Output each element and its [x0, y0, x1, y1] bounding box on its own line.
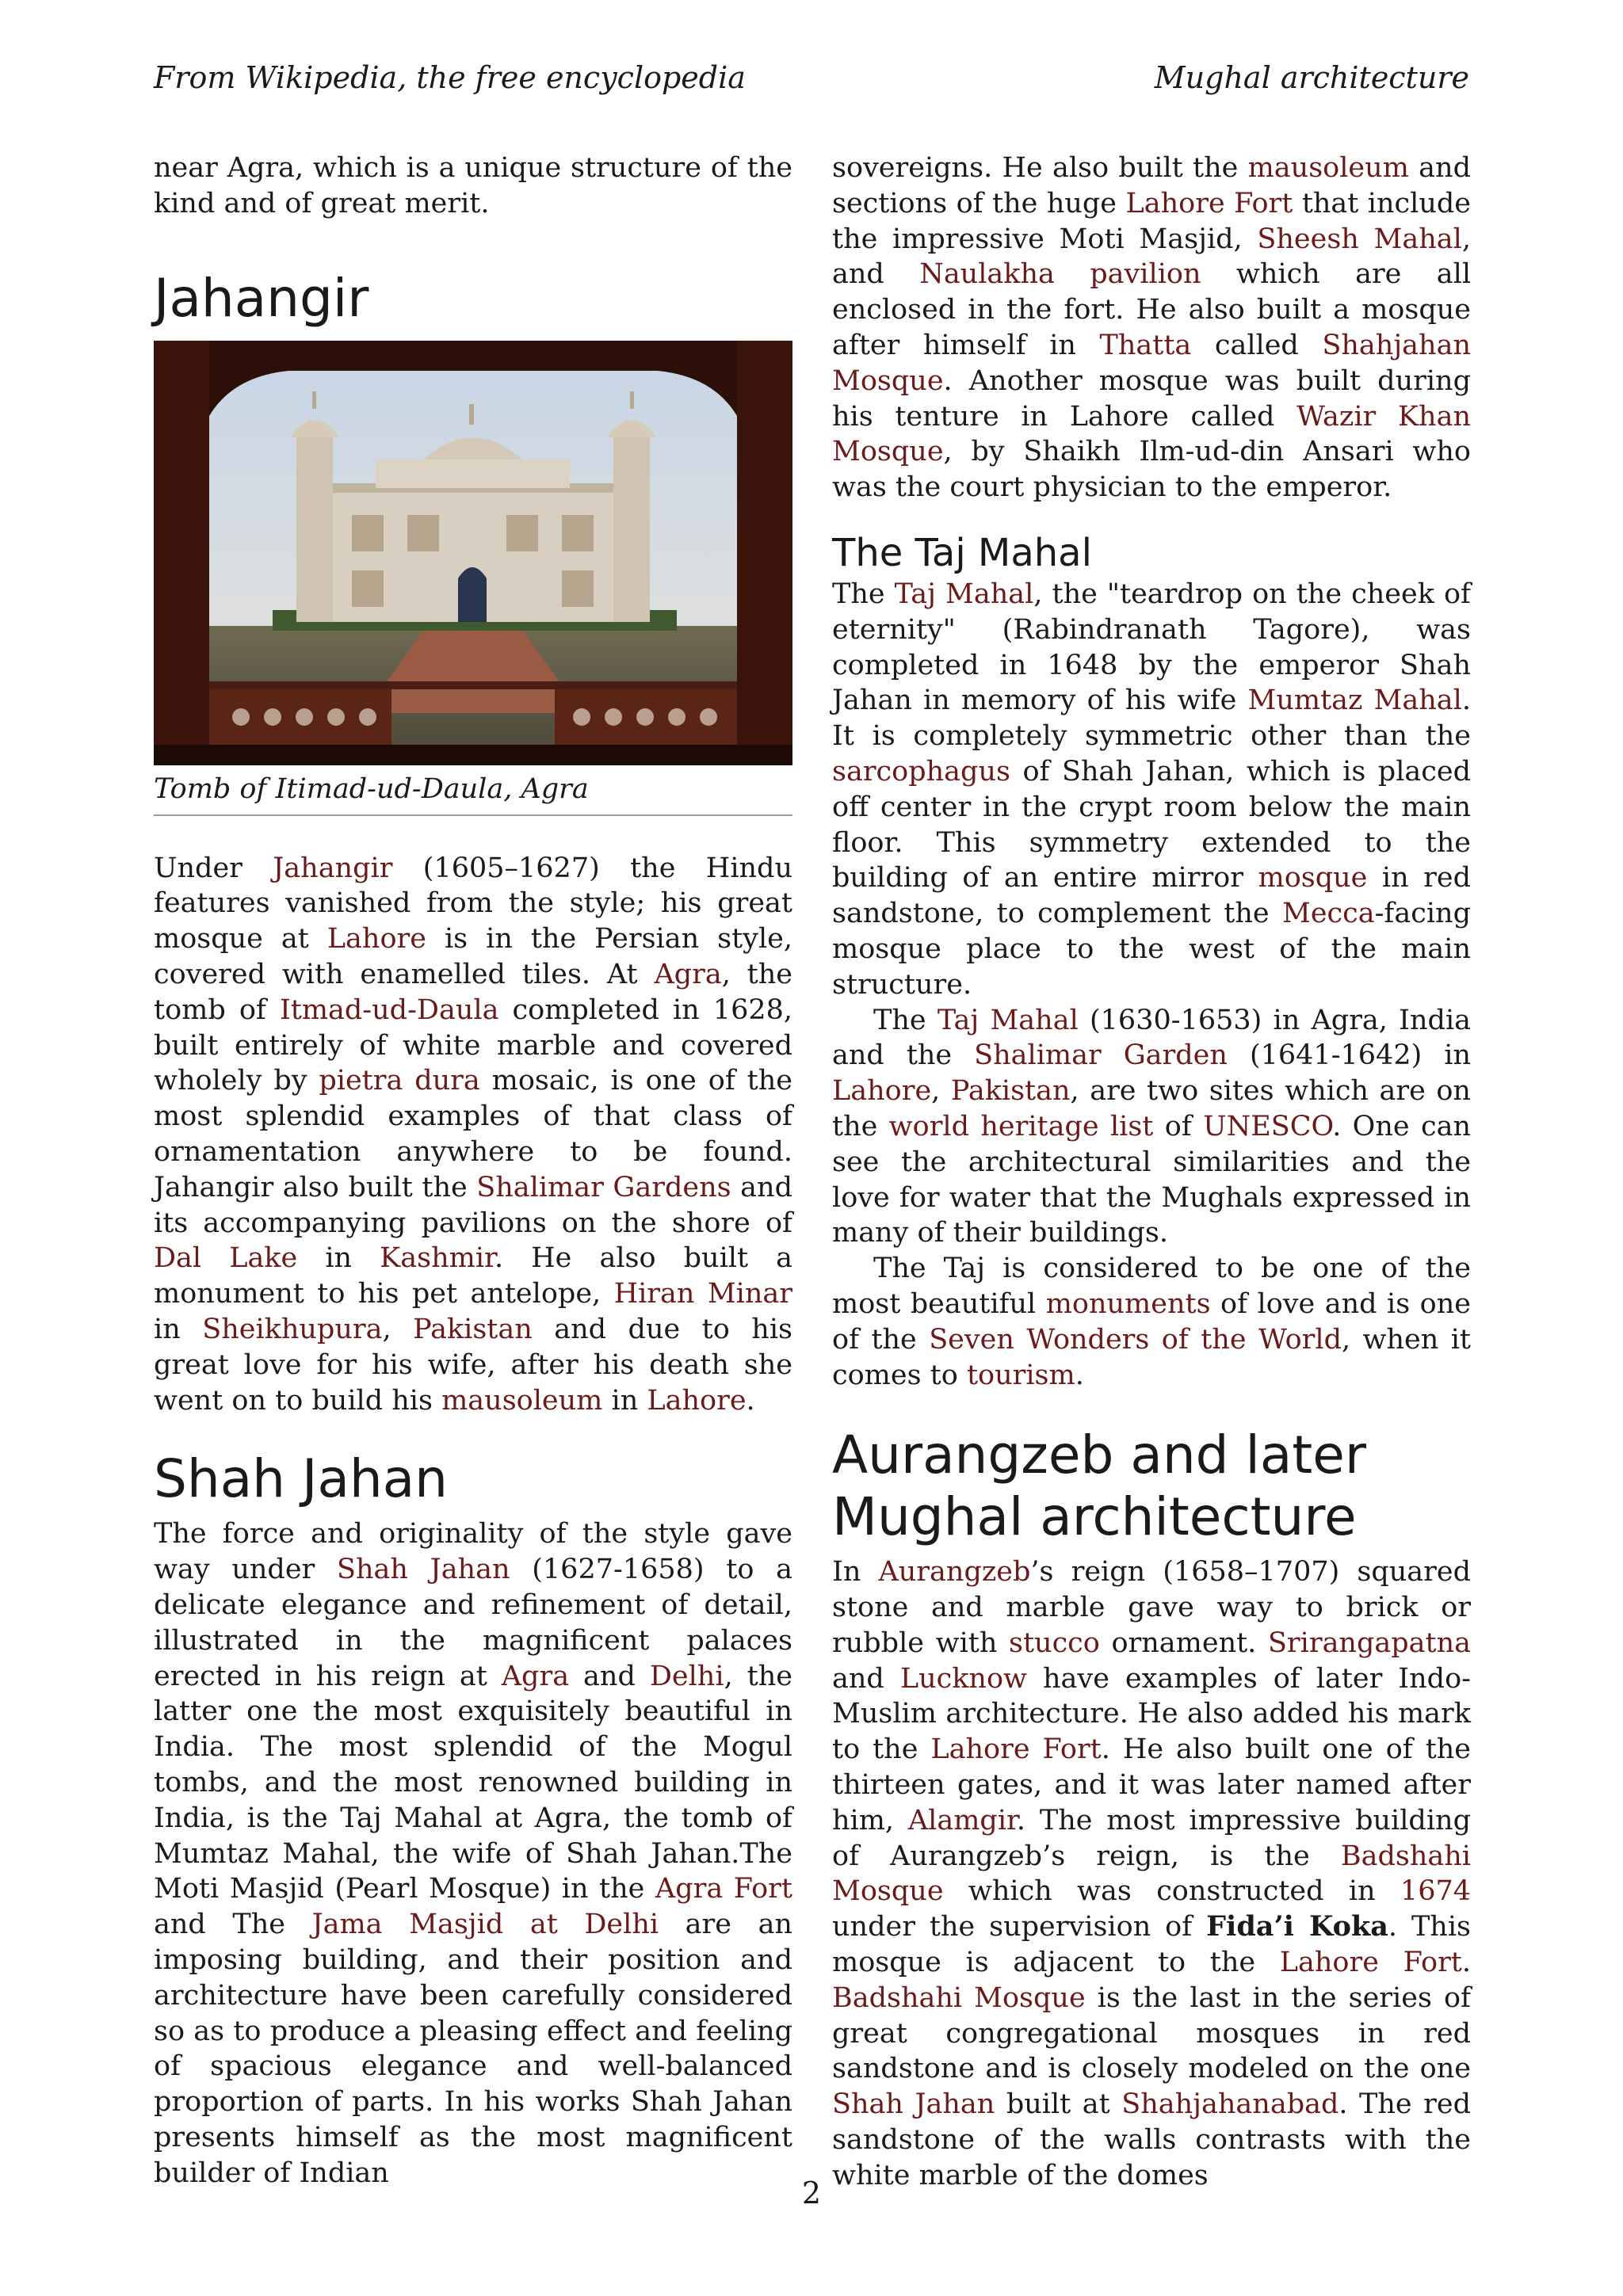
inline-link[interactable]: Delhi [649, 1660, 724, 1692]
heading-aurangzeb: Aurangzeb and later Mughal architecture [832, 1425, 1366, 1548]
inline-link[interactable]: Shah Jahan [832, 2088, 995, 2121]
inline-link[interactable]: Sheikhupura [202, 1313, 383, 1345]
inline-link[interactable]: mausoleum [441, 1384, 603, 1417]
inline-link[interactable]: Itmad-ud-Daula [279, 994, 499, 1026]
inline-link[interactable]: Kashmir [380, 1242, 495, 1275]
intro-paragraph: near Agra, which is a unique structure of the kind and of great merit. [154, 152, 792, 219]
inline-link[interactable]: Badshahi Mosque [832, 1981, 1086, 2014]
inline-link[interactable]: UNESCO [1203, 1110, 1333, 1142]
inline-link[interactable]: pietra dura [319, 1065, 480, 1097]
inline-link[interactable]: Pakistan [413, 1313, 533, 1345]
inline-link[interactable]: Agra [501, 1660, 570, 1692]
shah-jahan-paragraph: The force and originality of the style gave way under Shah Jahan (1627-1658) to a delicate elegance and refinement of detail, illustrated in the magnificent palaces erected in his reign at Agra and Delhi, the latter one the most exquisitely beautiful in India. The most splendid of the Mogul tombs, and the most renowned building in India, is the Taj Mahal at Agra, the tomb of Mumtaz Mahal, the wife of Shah Jahan.The Moti Masjid (Pearl Mosque) in the Agra Fort and The Jama Masjid at Delhi are an imposing building, and their position and architecture have been carefully considered so as to produce a pleasing effect and feeling of spacious elegance and well-balanced proportion of parts. In his works Shah Jahan presents himself as the most magnificent builder of Indian [154, 1518, 792, 2189]
inline-link[interactable]: Shahjahanabad [1121, 2088, 1339, 2121]
header-source: From Wikipedia, the free encyclopedia [154, 60, 746, 95]
inline-link[interactable]: stucco [1009, 1627, 1100, 1659]
inline-link[interactable]: Sheesh Mahal [1257, 223, 1462, 255]
inline-link[interactable]: Seven Wonders of the World [929, 1323, 1342, 1356]
inline-link[interactable]: Jahangir [273, 852, 393, 884]
inline-link[interactable]: Shalimar Gardens [476, 1171, 731, 1203]
inline-link[interactable]: Jama Masjid at Delhi [311, 1909, 659, 1941]
inline-link[interactable]: Lahore [327, 923, 426, 955]
inline-link[interactable]: Lucknow [899, 1662, 1027, 1695]
running-header [154, 57, 1469, 98]
heading-jahangir: Jahangir [154, 267, 369, 329]
inline-link[interactable]: Aurangzeb [878, 1556, 1031, 1589]
inline-link[interactable]: Shahjahan Mosque [832, 329, 1472, 397]
inline-link[interactable]: Agra Fort [655, 1873, 792, 1905]
inline-link[interactable]: Lahore Fort [930, 1733, 1102, 1766]
inline-link[interactable]: tourism [966, 1359, 1075, 1391]
inline-link[interactable]: Lahore Fort [1125, 187, 1293, 219]
inline-link[interactable]: Hiran Minar [613, 1278, 792, 1310]
inline-link[interactable]: monuments [1045, 1287, 1211, 1320]
inline-link[interactable]: Lahore [647, 1384, 747, 1417]
figure-caption: Tomb of Itimad-ud-Daula, Agra [154, 770, 792, 816]
inline-link[interactable]: Alamgir [907, 1804, 1017, 1836]
inline-link[interactable]: Shah Jahan [337, 1554, 510, 1586]
inline-link[interactable]: Lahore [832, 1075, 932, 1108]
tomb-photo [154, 341, 792, 765]
inline-link[interactable]: Dal Lake [154, 1242, 298, 1275]
inline-link[interactable]: Pakistan [950, 1075, 1071, 1108]
bold-text: Fida’i Koka [1206, 1910, 1388, 1943]
right-column [832, 151, 1471, 2194]
inline-link[interactable]: Naulakha pavilion [919, 258, 1201, 291]
inline-link[interactable]: Taj Mahal [894, 578, 1034, 610]
inline-link[interactable]: Thatta [1099, 329, 1192, 361]
inline-link[interactable]: Badshahi Mosque [832, 1840, 1471, 1908]
taj-mahal-paragraph-2: The Taj Mahal (1630-1653) in Agra, India and the Shalimar Garden (1641-1642) in Lahore, Pakistan, are two sites which are on the world heritage list of UNESCO. One can see the architectural similarities and the love for water that the Mughals expressed in many of their buildings. [832, 1004, 1471, 1249]
inline-link[interactable]: Shalimar Garden [974, 1039, 1228, 1072]
inline-link[interactable]: Mumtaz Mahal [1247, 685, 1462, 717]
taj-mahal-paragraph-3: The Taj is considered to be one of the most beautiful monuments of love and is one of the Seven Wonders of the World, when it comes to tourism. [832, 1253, 1471, 1391]
inline-link[interactable]: world heritage list [888, 1110, 1154, 1142]
inline-link[interactable]: mosque [1258, 862, 1368, 894]
inline-link[interactable]: Wazir Khan Mosque [832, 400, 1472, 468]
inline-link[interactable]: Taj Mahal [937, 1004, 1079, 1036]
heading-taj-mahal: The Taj Mahal [832, 530, 1092, 575]
inline-link[interactable]: 1674 [1400, 1875, 1471, 1908]
inline-link[interactable]: Agra [654, 958, 722, 990]
left-column [154, 151, 792, 2191]
header-article-title: Mughal architecture [1154, 60, 1469, 95]
figure [154, 341, 792, 816]
inline-link[interactable]: Srirangapatna [1267, 1627, 1471, 1659]
taj-mahal-paragraph-1: The Taj Mahal, the "teardrop on the cheek of eternity" (Rabindranath Tagore), was completed in 1648 by the emperor Shah Jahan in memory of his wife Mumtaz Mahal. It is completely symmetric other than the sarcophagus of Shah Jahan, which is placed off center in the crypt room below the main floor. This symmetry extended to the building of an entire mirror mosque in red sandstone, to complement the Mecca-facing mosque place to the west of the main structure. [832, 578, 1472, 1001]
inline-link[interactable]: mausoleum [1247, 152, 1409, 184]
jahangir-paragraph: Under Jahangir (1605–1627) the Hindu features vanished from the style; his great mosque at Lahore is in the Persian style, covered with enamelled tiles. At Agra, the tomb of Itmad-ud-Daula completed in 1628, built entirely of white marble and covered wholely by pietra dura mosaic, is one of the most splendid examples of that class of ornamentation anywhere to be found. Jahangir also built the Shalimar Gardens and its accompanying pavilions on the shore of Dal Lake in Kashmir. He also built a monument to his pet antelope, Hiran Minar in Sheikhupura, Pakistan and due to his great love for his wife, after his death she went on to build his mausoleum in Lahore. [154, 852, 793, 1417]
inline-link[interactable]: Mecca [1281, 898, 1375, 930]
shah-jahan-continued-paragraph: sovereigns. He also built the mausoleum and sections of the huge Lahore Fort that include the impressive Moti Masjid, Sheesh Mahal, and Naulakha pavilion which are all enclosed in the fort. He also built a mosque after himself in Thatta called Shahjahan Mosque. Another mosque was built during his tenture in Lahore called Wazir Khan Mosque, by Shaikh Ilm-ud-din Ansari who was the court physician to the emperor. [832, 152, 1472, 504]
aurangzeb-paragraph: In Aurangzeb’s reign (1658–1707) squared stone and marble gave way to brick or rubble with stucco ornament. Srirangapatna and Lucknow have examples of later Indo-Muslim architecture. He also added his mark to the Lahore Fort. He also built one of the thirteen gates, and it was later named after him, Alamgir. The most impressive building of Aurangzeb’s reign, is the Badshahi Mosque which was constructed in 1674 under the supervision of Fida’i Koka. This mosque is adjacent to the Lahore Fort. Badshahi Mosque is the last in the series of great congregational mosques in red sandstone and is closely modeled on the one Shah Jahan built at Shahjahanabad. The red sandstone of the walls contrasts with the white marble of the domes [832, 1556, 1472, 2191]
inline-link[interactable]: sarcophagus [832, 755, 1010, 788]
page-number: 2 [801, 2176, 822, 2210]
inline-link[interactable]: Lahore Fort [1279, 1947, 1462, 1979]
heading-shah-jahan: Shah Jahan [154, 1448, 448, 1510]
